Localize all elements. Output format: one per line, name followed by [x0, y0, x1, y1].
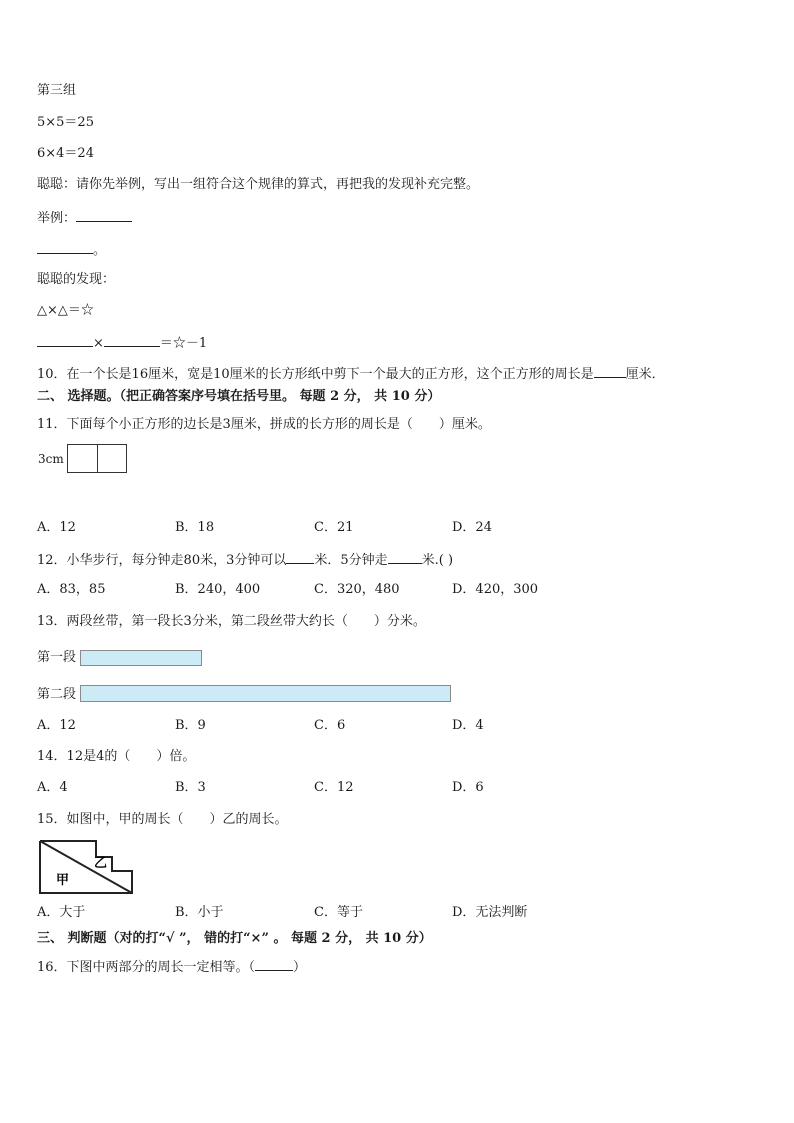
rule-blank-1[interactable] [37, 333, 93, 347]
section-2-title: 二、 选择题。（把正确答案序号填在括号里。 每题 2 分， 共 10 分） [37, 389, 441, 404]
rectangle-figure [67, 444, 127, 473]
q12-blank-1[interactable] [286, 550, 314, 564]
q10-blank[interactable] [594, 364, 626, 378]
label-jia: 甲 [56, 873, 70, 888]
q15-option-d[interactable]: D．无法判断 [452, 905, 528, 920]
section-3-title: 三、 判断题（对的打“√ ”， 错的打“×” 。 每题 2 分， 共 10 分） [37, 931, 432, 946]
ribbon-2-label: 第二段 [37, 687, 77, 702]
equation-1: 5×5＝25 [37, 115, 94, 130]
q12-blank-2[interactable] [388, 550, 422, 564]
q16-blank[interactable] [255, 957, 293, 971]
times-sign: × [93, 336, 104, 351]
q11-option-d[interactable]: D．24 [452, 520, 492, 535]
discovery-label: 聪聪的发现： [37, 272, 116, 287]
rule-result: ＝☆－1 [159, 336, 208, 351]
q12-text-a: 12．小华步行，每分钟走80米，3分钟可以 [37, 553, 287, 568]
q12-option-b[interactable]: B．240，400 [175, 582, 261, 597]
q12-option-c[interactable]: C．320，480 [314, 582, 400, 597]
ribbon-1-label: 第一段 [37, 650, 77, 665]
equation-2: 6×4＝24 [37, 146, 94, 161]
q15-option-a[interactable]: A．大于 [37, 905, 86, 920]
rule-line: △×△＝☆ [37, 303, 94, 318]
q14-option-b[interactable]: B．3 [175, 780, 206, 795]
q15-option-c[interactable]: C．等于 [314, 905, 363, 920]
question-15: 15．如图中，甲的周长（ ）乙的周长。 [37, 812, 288, 827]
q11-option-b[interactable]: B．18 [175, 520, 215, 535]
rule-blank-2[interactable] [104, 333, 160, 347]
figure-3cm-label: 3cm [38, 452, 64, 466]
q13-option-b[interactable]: B．9 [175, 718, 206, 733]
q14-option-d[interactable]: D．6 [452, 780, 484, 795]
q14-option-c[interactable]: C．12 [314, 780, 354, 795]
q16-text: 16．下图中两部分的周长一定相等。（ [37, 960, 256, 975]
figure-diagonal [40, 841, 132, 893]
instruction-text: 聪聪：请你先举例，写出一组符合这个规律的算式，再把我的发现补充完整。 [37, 177, 480, 192]
q13-option-d[interactable]: D．4 [452, 718, 484, 733]
q13-option-c[interactable]: C．6 [314, 718, 346, 733]
q10-unit: 厘米． [625, 367, 665, 382]
question-16 [37, 957, 306, 977]
question-12 [37, 550, 453, 570]
ribbon-2-bar [80, 685, 451, 702]
q10-text: 10．在一个长是16厘米，宽是10厘米的长方形纸中剪下一个最大的正方形，这个正方形的周长是 [37, 367, 594, 382]
q12-text-c: 米.( ) [421, 553, 454, 568]
q13-option-a[interactable]: A．12 [37, 718, 76, 733]
example-line-2 [37, 240, 106, 260]
period: 。 [93, 243, 107, 258]
question-14: 14．12是4的（ ）倍。 [37, 749, 196, 764]
square-divider [97, 445, 98, 472]
q14-option-a[interactable]: A．4 [37, 780, 68, 795]
label-yi: 乙 [94, 856, 108, 871]
q11-option-a[interactable]: A．12 [37, 520, 76, 535]
q12-option-a[interactable]: A．83，85 [37, 582, 106, 597]
question-13: 13．两段丝带，第一段长3分米，第二段丝带大约长（ ）分米。 [37, 614, 426, 629]
example-blank-2[interactable] [37, 240, 93, 254]
example-blank[interactable] [76, 208, 132, 222]
example-label: 举例： [37, 211, 77, 226]
q15-option-b[interactable]: B．小于 [175, 905, 224, 920]
question-11: 11．下面每个小正方形的边长是3厘米，拼成的长方形的周长是（ ）厘米。 [37, 417, 491, 432]
staircase-figure [38, 839, 134, 895]
example-line [37, 208, 132, 228]
question-10 [37, 364, 665, 384]
q12-option-d[interactable]: D．420，300 [452, 582, 539, 597]
q16-close: ） [293, 960, 307, 975]
ribbon-1-bar [80, 650, 202, 666]
group-title: 第三组 [37, 83, 77, 98]
q11-option-c[interactable]: C．21 [314, 520, 354, 535]
q12-text-b: 米．5分钟走 [314, 553, 388, 568]
rule-line-2 [37, 333, 207, 353]
